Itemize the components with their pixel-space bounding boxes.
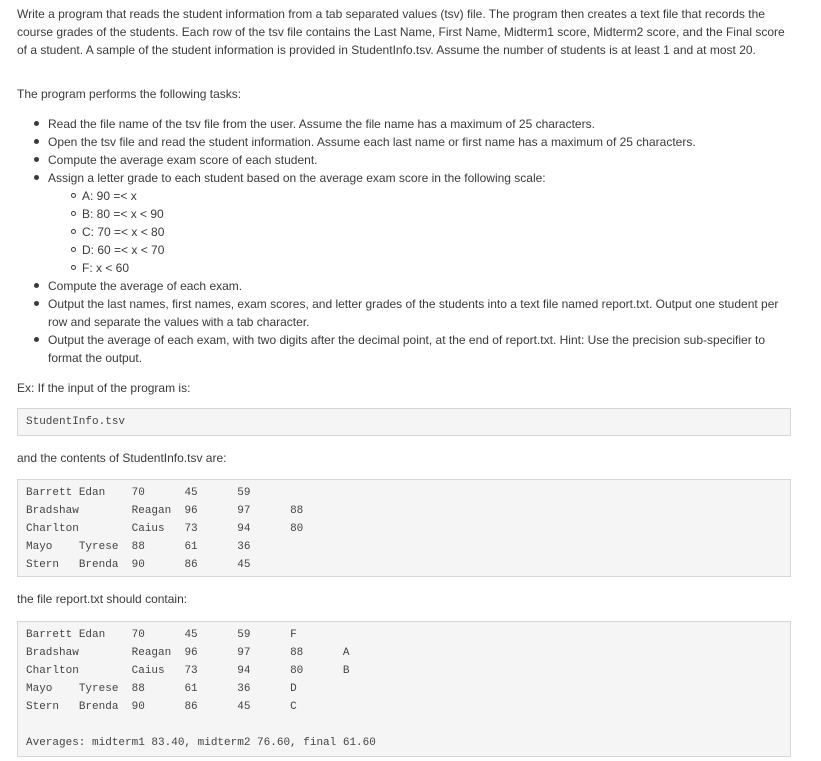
code-cell: B [342, 665, 350, 677]
code-cell: 59 [237, 487, 251, 499]
code-cell: D [290, 683, 297, 695]
code-cell: 61 [184, 683, 198, 695]
code-cell: 90 [131, 701, 145, 713]
task-item: Read the file name of the tsv file from the user. Assume the file name has a maximum of 25 characters. [30, 115, 800, 133]
code-cell: 45 [184, 629, 198, 641]
intro-paragraph: Write a program that reads the student information from a tab separated values (tsv) file. The program then creates a text file that records the course grades of the students. Each row of the tsv file contains the Last Name, First Name, Midterm1 score, Midterm2 score, and the Final score of a student. A sample of the student information is provided in StudentInfo.tsv. Assume the number of students is at least 1 and at most 20. [17, 7, 785, 57]
task-item: Compute the average exam score of each student. [30, 151, 800, 169]
code-cell: 36 [237, 541, 251, 553]
code-cell: Reagan [131, 505, 172, 517]
code-cell: 45 [237, 559, 251, 571]
code-cell: Tyrese [78, 541, 119, 553]
task-list-a [30, 115, 800, 187]
code-cell: Charlton [26, 523, 79, 535]
code-cell: 97 [237, 505, 251, 517]
report-code-block [17, 621, 791, 757]
task-item: Open the tsv file and read the student information. Assume each last name or first name has a maximum of 25 characters. [30, 133, 800, 151]
grade-scale-list [70, 187, 164, 277]
code-cell: 94 [237, 665, 251, 677]
tsv-rows [26, 484, 790, 574]
code-cell: Mayo [26, 541, 53, 553]
code-cell: 70 [131, 487, 145, 499]
code-cell: 94 [237, 523, 251, 535]
code-cell: Caius [131, 665, 165, 677]
code-cell: Bradshaw [26, 505, 79, 517]
code-cell: C [290, 701, 297, 713]
code-cell: 73 [184, 665, 198, 677]
input-code-block [17, 408, 791, 436]
code-cell: Barrett [26, 629, 73, 641]
report-intro: the file report.txt should contain: [17, 592, 188, 606]
code-row [26, 538, 790, 556]
code-cell: 96 [184, 505, 198, 517]
code-row [26, 502, 790, 520]
code-cell: 61 [184, 541, 198, 553]
grade-scale-item: A: 90 =< x [70, 187, 164, 205]
grade-scale-item: D: 60 =< x < 70 [70, 241, 164, 259]
code-cell: Charlton [26, 665, 79, 677]
code-cell: 45 [184, 487, 198, 499]
grade-scale-item: C: 70 =< x < 80 [70, 223, 164, 241]
tasks-heading: The program performs the following tasks: [17, 87, 242, 101]
task-item: Compute the average of each exam. [30, 277, 800, 295]
input-code-line: StudentInfo.tsv [26, 416, 126, 428]
contents-intro: and the contents of StudentInfo.tsv are: [17, 451, 227, 465]
code-cell: Edan [78, 629, 106, 641]
code-cell: 88 [131, 541, 145, 553]
code-cell: Brenda [78, 701, 119, 713]
code-cell: Brenda [78, 559, 119, 571]
code-row [26, 644, 790, 662]
code-cell: 96 [184, 647, 198, 659]
code-row [26, 698, 790, 716]
code-cell: Mayo [26, 683, 53, 695]
code-cell: 73 [184, 523, 198, 535]
code-cell: 88 [290, 505, 304, 517]
code-row [26, 556, 790, 574]
task-item: Assign a letter grade to each student based on the average exam score in the following scale: [30, 169, 800, 187]
code-row [26, 520, 790, 538]
code-cell: Stern [26, 559, 60, 571]
task-item: Output the average of each exam, with two digits after the decimal point, at the end of report.txt. Hint: Use the precision sub-specifier to format the output. [30, 331, 800, 367]
grade-scale-item: F: x < 60 [70, 259, 164, 277]
code-cell: 88 [290, 647, 304, 659]
code-cell: Stern [26, 701, 60, 713]
code-cell: Bradshaw [26, 647, 79, 659]
code-cell: 88 [131, 683, 145, 695]
code-cell: 70 [131, 629, 145, 641]
code-cell: Reagan [131, 647, 172, 659]
code-cell: 45 [237, 701, 251, 713]
code-cell: Tyrese [78, 683, 119, 695]
code-cell: 86 [184, 701, 198, 713]
task-item: Output the last names, first names, exam scores, and letter grades of the students into a text file named report.txt. Output one student per row and separate the values with a tab character. [30, 295, 800, 331]
code-cell: 97 [237, 647, 251, 659]
code-cell: 80 [290, 523, 304, 535]
code-cell: F [290, 629, 297, 641]
code-row [26, 680, 790, 698]
code-row [26, 662, 790, 680]
code-cell: A [342, 647, 350, 659]
code-cell: 36 [237, 683, 251, 695]
averages-line: Averages: midterm1 83.40, midterm2 76.60, final 61.60 [26, 737, 376, 749]
tsv-code-block [17, 479, 791, 577]
code-cell: Caius [131, 523, 165, 535]
code-row [26, 484, 790, 502]
report-rows [26, 626, 790, 716]
code-row [26, 626, 790, 644]
code-cell: 59 [237, 629, 251, 641]
grade-scale-item: B: 80 =< x < 90 [70, 205, 164, 223]
code-cell: 80 [290, 665, 304, 677]
code-cell: 86 [184, 559, 198, 571]
example-intro: Ex: If the input of the program is: [17, 381, 191, 395]
code-cell: 90 [131, 559, 145, 571]
code-cell: Barrett [26, 487, 73, 499]
task-list-b [30, 277, 800, 367]
code-cell: Edan [78, 487, 106, 499]
